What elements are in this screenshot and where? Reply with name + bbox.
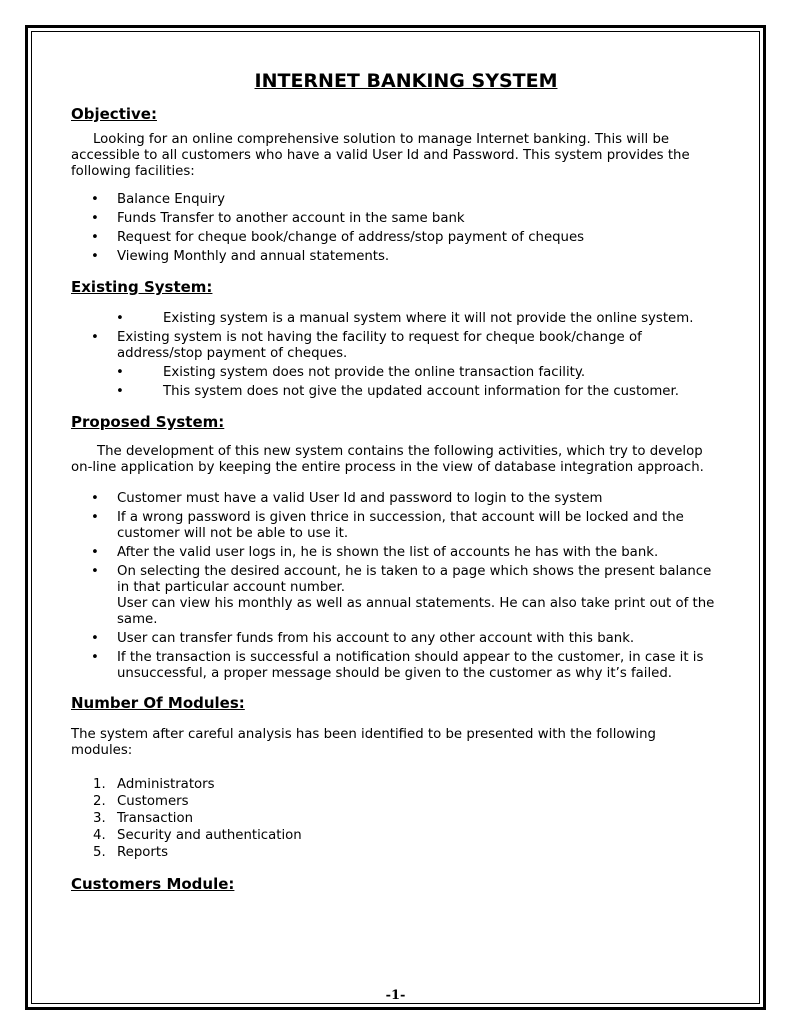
list-item: • Existing system does not provide the online transaction facility. [116, 365, 586, 380]
list-item: • Funds Transfer to another account in the same bank [91, 211, 465, 226]
objective-heading: Objective: [71, 105, 157, 123]
list-item: • User can transfer funds from his account to any other account with this bank. [91, 631, 635, 646]
list-item: • Request for cheque book/change of address/stop payment of cheques [91, 230, 585, 245]
list-item: • Viewing Monthly and annual statements. [91, 249, 390, 264]
page-number: -1- [385, 988, 406, 1003]
list-item: • If the transaction is successful a notification should appear to the customer, in case it is unsuccessful, a proper message should be given to the customer as why it’s failed. [91, 650, 704, 681]
existing-system-list [71, 311, 721, 400]
list-item: 3. Transaction [93, 811, 194, 826]
document-title: INTERNET BANKING SYSTEM [254, 70, 558, 92]
list-item: 2. Customers [93, 794, 189, 809]
proposed-system-list [71, 491, 721, 682]
modules-paragraph: The system after careful analysis has been identified to be presented with the following modules: [71, 727, 656, 758]
list-item: • Customer must have a valid User Id and password to login to the system [91, 491, 603, 506]
customers-module-heading: Customers Module: [71, 875, 235, 893]
list-item: 4. Security and authentication [93, 828, 302, 843]
proposed-system-paragraph: The development of this new system contains the following activities, which try to develop on-line application by keeping the entire process in the view of database integration approach. [71, 444, 704, 475]
existing-system-heading: Existing System: [71, 278, 213, 296]
list-item: • Balance Enquiry [91, 192, 225, 207]
document-body [71, 68, 721, 894]
list-item: • Existing system is a manual system where it will not provide the online system. [116, 311, 694, 326]
list-item: 1. Administrators [93, 777, 215, 792]
list-item: • This system does not give the updated account information for the customer. [116, 384, 679, 399]
list-item: • After the valid user logs in, he is shown the list of accounts he has with the bank. [91, 545, 659, 560]
list-item: • On selecting the desired account, he is taken to a page which shows the present balance in that particular account number. User can view his monthly as well as annual statements. He can also take print out of the same. [91, 564, 715, 627]
list-item: • Existing system is not having the facility to request for cheque book/change of address/stop payment of cheques. [91, 330, 642, 361]
list-item: • If a wrong password is given thrice in succession, that account will be locked and the customer will not be able to use it. [91, 510, 684, 541]
modules-list [71, 777, 721, 861]
objective-list [71, 192, 721, 265]
list-item: 5. Reports [93, 845, 169, 860]
objective-paragraph: Looking for an online comprehensive solution to manage Internet banking. This will be accessible to all customers who have a valid User Id and Password. This system provides the following facilities: [71, 132, 690, 179]
proposed-system-heading: Proposed System: [71, 413, 225, 431]
number-of-modules-heading: Number Of Modules: [71, 694, 245, 712]
